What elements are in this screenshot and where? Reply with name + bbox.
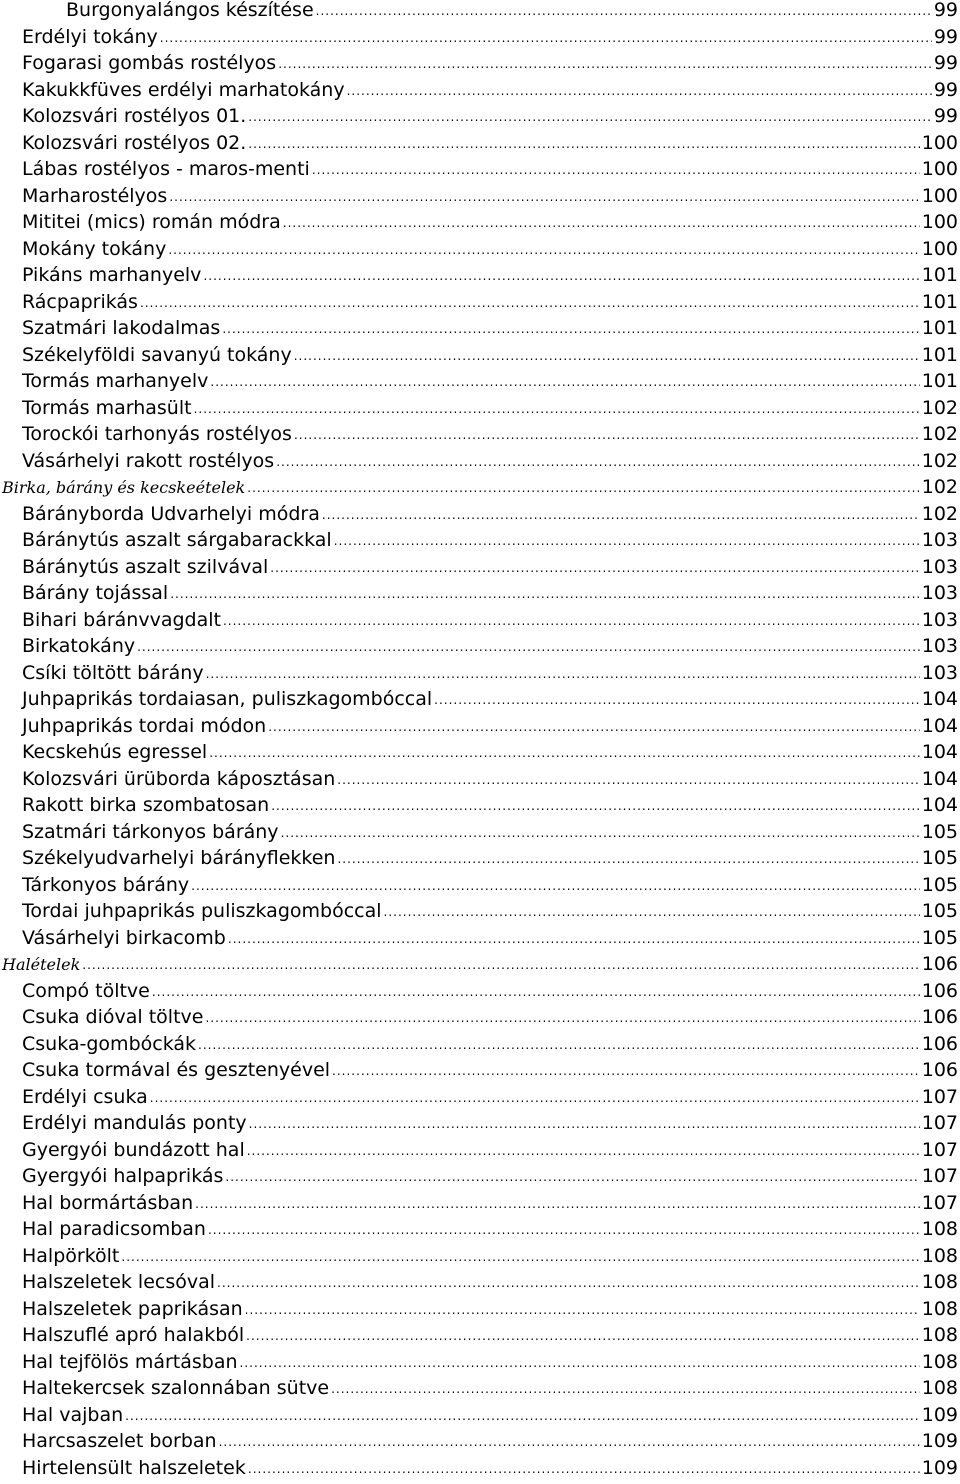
toc-entry[interactable] bbox=[0, 156, 960, 183]
toc-page-number: 103 bbox=[922, 554, 960, 581]
toc-entry[interactable] bbox=[0, 713, 960, 740]
toc-entry-title: Mokány tokány bbox=[22, 236, 166, 263]
toc-entry[interactable] bbox=[0, 24, 960, 51]
toc-dot-leader bbox=[268, 714, 920, 740]
toc-entry-title: Tormás marhanyelv bbox=[22, 368, 208, 395]
toc-dot-leader bbox=[347, 78, 932, 104]
toc-page-number: 100 bbox=[922, 183, 960, 210]
toc-page-number: 108 bbox=[922, 1269, 960, 1296]
toc-entry-title: Pikáns marhanyelv bbox=[22, 262, 201, 289]
toc-dot-leader bbox=[434, 687, 920, 713]
toc-page-number: 102 bbox=[922, 421, 960, 448]
toc-page-number: 108 bbox=[922, 1216, 960, 1243]
toc-entry[interactable] bbox=[0, 1269, 960, 1296]
toc-entry-title: Halpörkölt bbox=[22, 1243, 119, 1270]
toc-entry[interactable] bbox=[0, 183, 960, 210]
toc-page-number: 99 bbox=[934, 50, 960, 77]
toc-page-number: 106 bbox=[922, 951, 960, 978]
toc-entry[interactable] bbox=[0, 289, 960, 316]
toc-page-number: 106 bbox=[922, 978, 960, 1005]
toc-dot-leader bbox=[195, 1191, 920, 1217]
toc-entry[interactable] bbox=[0, 1243, 960, 1270]
toc-dot-leader bbox=[206, 661, 920, 687]
toc-dot-leader bbox=[223, 608, 920, 634]
toc-dot-leader bbox=[248, 131, 919, 157]
toc-dot-leader bbox=[194, 396, 920, 422]
toc-page-number: 107 bbox=[922, 1110, 960, 1137]
toc-entry-title: Halszeletek paprikásan bbox=[22, 1296, 243, 1323]
toc-page-number: 101 bbox=[922, 315, 960, 342]
toc-dot-leader bbox=[168, 237, 919, 263]
toc-page-number: 103 bbox=[922, 580, 960, 607]
toc-dot-leader bbox=[240, 1350, 920, 1376]
toc-entry-title: Birka, bárány és kecskeételek bbox=[2, 475, 245, 501]
toc-entry[interactable] bbox=[0, 1402, 960, 1429]
toc-entry-title: Rakott birka szombatosan bbox=[22, 792, 269, 819]
toc-dot-leader bbox=[150, 1085, 920, 1111]
toc-page-number: 99 bbox=[934, 103, 960, 130]
toc-dot-leader bbox=[247, 475, 919, 501]
toc-dot-leader bbox=[331, 1376, 920, 1402]
toc-dot-leader bbox=[246, 1323, 920, 1349]
toc-page-number: 104 bbox=[922, 766, 960, 793]
toc-dot-leader bbox=[283, 210, 920, 236]
toc-entry[interactable] bbox=[0, 660, 960, 687]
toc-entry[interactable] bbox=[0, 1216, 960, 1243]
toc-dot-leader bbox=[281, 820, 920, 846]
toc-page-number: 101 bbox=[922, 342, 960, 369]
toc-entry[interactable] bbox=[0, 925, 960, 952]
toc-dot-leader bbox=[152, 979, 920, 1005]
toc-entry[interactable] bbox=[0, 1375, 960, 1402]
toc-page-number: 103 bbox=[922, 633, 960, 660]
toc-section-heading[interactable] bbox=[0, 474, 960, 501]
toc-entry-title: Vásárhelyi rakott rostélyos bbox=[22, 448, 274, 475]
toc-page-number: 105 bbox=[922, 925, 960, 952]
toc-dot-leader bbox=[137, 634, 920, 660]
toc-entry[interactable] bbox=[0, 77, 960, 104]
toc-page-number: 105 bbox=[922, 845, 960, 872]
toc-entry-title: Szatmári lakodalmas bbox=[22, 315, 220, 342]
toc-page-number: 102 bbox=[922, 474, 960, 501]
toc-dot-leader bbox=[247, 1138, 920, 1164]
toc-entry[interactable] bbox=[0, 792, 960, 819]
toc-page-number: 102 bbox=[922, 501, 960, 528]
toc-entry[interactable] bbox=[0, 1004, 960, 1031]
toc-page-number: 107 bbox=[922, 1084, 960, 1111]
toc-dot-leader bbox=[249, 1111, 920, 1137]
toc-entry[interactable] bbox=[0, 1084, 960, 1111]
toc-dot-leader bbox=[191, 873, 920, 899]
toc-entry-title: Fogarasi gombás rostélyos bbox=[22, 50, 276, 77]
toc-dot-leader bbox=[209, 740, 920, 766]
toc-dot-leader bbox=[203, 263, 919, 289]
toc-page-number: 106 bbox=[922, 1004, 960, 1031]
toc-entry[interactable] bbox=[0, 421, 960, 448]
toc-entry[interactable] bbox=[0, 898, 960, 925]
toc-dot-leader bbox=[125, 1403, 920, 1429]
toc-dot-leader bbox=[332, 1058, 920, 1084]
toc-entry[interactable] bbox=[0, 580, 960, 607]
toc-dot-leader bbox=[222, 316, 919, 342]
toc-entry-title: Haltekercsek szalonnában sütve bbox=[22, 1375, 329, 1402]
toc-page-number: 99 bbox=[934, 77, 960, 104]
toc-entry-title: Rácpaprikás bbox=[22, 289, 138, 316]
toc-dot-leader bbox=[170, 581, 920, 607]
toc-entry-title: Kolozsvári rostélyos 02. bbox=[22, 130, 246, 157]
toc-entry-title: Halszeletek lecsóval bbox=[22, 1269, 215, 1296]
toc-dot-leader bbox=[140, 290, 920, 316]
toc-entry[interactable] bbox=[0, 633, 960, 660]
toc-entry[interactable] bbox=[0, 527, 960, 554]
toc-entry[interactable] bbox=[0, 686, 960, 713]
toc-page-number: 104 bbox=[922, 792, 960, 819]
toc-entry[interactable] bbox=[0, 554, 960, 581]
toc-entry[interactable] bbox=[0, 978, 960, 1005]
toc-entry[interactable] bbox=[0, 819, 960, 846]
toc-entry[interactable] bbox=[0, 0, 960, 24]
toc-dot-leader bbox=[384, 899, 920, 925]
toc-dot-leader bbox=[205, 1005, 919, 1031]
toc-page-number: 104 bbox=[922, 713, 960, 740]
toc-page-number: 103 bbox=[922, 527, 960, 554]
toc-entry-title: Marharostélyos bbox=[22, 183, 167, 210]
toc-entry[interactable] bbox=[0, 448, 960, 475]
toc-entry[interactable] bbox=[0, 130, 960, 157]
toc-page-number: 101 bbox=[922, 368, 960, 395]
toc-dot-leader bbox=[121, 1244, 919, 1270]
toc-entry[interactable] bbox=[0, 845, 960, 872]
toc-entry-title: Báránytús aszalt sárgabarackkal bbox=[22, 527, 332, 554]
toc-entry-title: Mititei (mics) román módra bbox=[22, 209, 281, 236]
toc-dot-leader bbox=[316, 0, 932, 24]
toc-dot-leader bbox=[271, 793, 920, 819]
toc-page-number: 104 bbox=[922, 686, 960, 713]
toc-entry-title: Juhpaprikás tordaiasan, puliszkagombóccal bbox=[22, 686, 432, 713]
toc-dot-leader bbox=[169, 184, 919, 210]
toc-entry-title: Hirtelensült halszeletek bbox=[22, 1455, 246, 1482]
toc-entry-title: Bihari báránvvagdalt bbox=[22, 607, 221, 634]
toc-entry-title: Torockói tarhonyás rostélyos bbox=[22, 421, 292, 448]
toc-entry[interactable] bbox=[0, 315, 960, 342]
toc-entry-title: Harcsaszelet borban bbox=[22, 1428, 217, 1455]
toc-entry-title: Erdélyi mandulás ponty bbox=[22, 1110, 247, 1137]
toc-entry[interactable] bbox=[0, 1322, 960, 1349]
toc-entry-title: Hal vajban bbox=[22, 1402, 123, 1429]
toc-dot-leader bbox=[334, 528, 920, 554]
toc-entry[interactable] bbox=[0, 766, 960, 793]
toc-dot-leader bbox=[225, 1164, 919, 1190]
toc-dot-leader bbox=[210, 369, 919, 395]
toc-dot-leader bbox=[245, 1297, 920, 1323]
toc-dot-leader bbox=[294, 343, 920, 369]
toc-dot-leader bbox=[219, 1429, 920, 1455]
toc-entry[interactable] bbox=[0, 1190, 960, 1217]
toc-entry-title: Vásárhelyi birkacomb bbox=[22, 925, 226, 952]
toc-entry[interactable] bbox=[0, 1349, 960, 1376]
toc-dot-leader bbox=[248, 1456, 920, 1482]
toc-entry-title: Bárányborda Udvarhelyi módra bbox=[22, 501, 320, 528]
toc-dot-leader bbox=[276, 449, 920, 475]
toc-entry[interactable] bbox=[0, 872, 960, 899]
toc-dot-leader bbox=[337, 767, 919, 793]
toc-entry-title: Birkatokány bbox=[22, 633, 135, 660]
toc-dot-leader bbox=[198, 1032, 920, 1058]
toc-page-number: 99 bbox=[934, 0, 960, 24]
toc-entry-title: Tordai juhpaprikás puliszkagombóccal bbox=[22, 898, 382, 925]
toc-entry[interactable] bbox=[0, 501, 960, 528]
toc-page-number: 101 bbox=[922, 262, 960, 289]
toc-section-heading[interactable] bbox=[0, 951, 960, 978]
toc-entry[interactable] bbox=[0, 103, 960, 130]
toc-entry-title: Kakukkfüves erdélyi marhatokány bbox=[22, 77, 345, 104]
toc-dot-leader bbox=[294, 422, 920, 448]
toc-entry-title: Halszuflé apró halakból bbox=[22, 1322, 244, 1349]
toc-entry-title: Csuka dióval töltve bbox=[22, 1004, 203, 1031]
toc-dot-leader bbox=[208, 1217, 920, 1243]
toc-page-number: 100 bbox=[922, 130, 960, 157]
toc-page-number: 102 bbox=[922, 395, 960, 422]
toc-entry[interactable] bbox=[0, 262, 960, 289]
toc-page-number: 103 bbox=[922, 607, 960, 634]
toc-entry-title: Báránytús aszalt szilvával bbox=[22, 554, 268, 581]
toc-entry-title: Hal paradicsomban bbox=[22, 1216, 206, 1243]
toc-entry-title: Szatmári tárkonyos bárány bbox=[22, 819, 279, 846]
toc-page-number: 106 bbox=[922, 1057, 960, 1084]
toc-entry-title: Erdélyi tokány bbox=[22, 24, 158, 51]
toc-dot-leader bbox=[322, 502, 920, 528]
toc-page-number: 100 bbox=[922, 236, 960, 263]
toc-entry-title: Kolozsvári rostélyos 01. bbox=[22, 103, 246, 130]
toc-page-number: 107 bbox=[922, 1163, 960, 1190]
toc-entry[interactable] bbox=[0, 1110, 960, 1137]
toc-dot-leader bbox=[312, 157, 920, 183]
toc-page-number: 108 bbox=[922, 1296, 960, 1323]
toc-entry[interactable] bbox=[0, 1057, 960, 1084]
toc-page-number: 108 bbox=[922, 1322, 960, 1349]
toc-entry-title: Burgonyalángos készítése bbox=[66, 0, 314, 24]
toc-entry[interactable] bbox=[0, 1137, 960, 1164]
toc-page-number: 103 bbox=[922, 660, 960, 687]
toc-dot-leader bbox=[82, 952, 919, 978]
toc-entry[interactable] bbox=[0, 236, 960, 263]
toc-entry-title: Székelyudvarhelyi bárányflekken bbox=[22, 845, 335, 872]
toc-page-number: 109 bbox=[922, 1428, 960, 1455]
toc-page-number: 109 bbox=[922, 1402, 960, 1429]
toc-page-number: 107 bbox=[922, 1137, 960, 1164]
toc-entry[interactable] bbox=[0, 395, 960, 422]
toc-entry-title: Tormás marhasült bbox=[22, 395, 192, 422]
toc-entry[interactable] bbox=[0, 1031, 960, 1058]
toc-entry-title: Gyergyói halpaprikás bbox=[22, 1163, 223, 1190]
toc-entry-title: Gyergyói bundázott hal bbox=[22, 1137, 245, 1164]
toc-page-number: 100 bbox=[922, 209, 960, 236]
toc-entry[interactable] bbox=[0, 1455, 960, 1482]
toc-dot-leader bbox=[228, 926, 920, 952]
toc-page-number: 105 bbox=[922, 819, 960, 846]
toc-entry[interactable] bbox=[0, 1296, 960, 1323]
toc-entry[interactable] bbox=[0, 739, 960, 766]
toc-entry-title: Csuka-gombóckák bbox=[22, 1031, 196, 1058]
toc-entry-title: Halételek bbox=[2, 952, 80, 978]
toc-entry-title: Lábas rostélyos - maros-menti bbox=[22, 156, 310, 183]
toc-entry-title: Hal tejfölös mártásban bbox=[22, 1349, 238, 1376]
toc-entry[interactable] bbox=[0, 1163, 960, 1190]
toc-entry-title: Juhpaprikás tordai módon bbox=[22, 713, 266, 740]
toc-dot-leader bbox=[270, 555, 919, 581]
toc-entry-title: Kolozsvári ürüborda káposztásan bbox=[22, 766, 335, 793]
toc-page-number: 109 bbox=[922, 1455, 960, 1482]
toc-entry-title: Csuka tormával és gesztenyével bbox=[22, 1057, 330, 1084]
toc-entry-title: Erdélyi csuka bbox=[22, 1084, 148, 1111]
toc-dot-leader bbox=[278, 51, 932, 77]
toc-page-number: 105 bbox=[922, 898, 960, 925]
toc-entry[interactable] bbox=[0, 342, 960, 369]
toc-entry[interactable] bbox=[0, 1428, 960, 1455]
toc-entry[interactable] bbox=[0, 368, 960, 395]
toc-entry[interactable] bbox=[0, 209, 960, 236]
toc-entry-title: Kecskehús egressel bbox=[22, 739, 207, 766]
toc-entry-title: Hal bormártásban bbox=[22, 1190, 193, 1217]
toc-dot-leader bbox=[217, 1270, 920, 1296]
toc-page-number: 105 bbox=[922, 872, 960, 899]
toc-page-number: 101 bbox=[922, 289, 960, 316]
toc-entry-title: Tárkonyos bárány bbox=[22, 872, 189, 899]
toc-entry-title: Bárány tojással bbox=[22, 580, 168, 607]
toc-page-number: 108 bbox=[922, 1243, 960, 1270]
toc-page-number: 104 bbox=[922, 739, 960, 766]
toc-dot-leader bbox=[248, 104, 932, 130]
toc-page-number: 108 bbox=[922, 1375, 960, 1402]
toc-page-number: 99 bbox=[934, 24, 960, 51]
toc-page-number: 106 bbox=[922, 1031, 960, 1058]
toc-entry[interactable] bbox=[0, 607, 960, 634]
toc-page-number: 102 bbox=[922, 448, 960, 475]
toc-entry-title: Székelyföldi savanyú tokány bbox=[22, 342, 292, 369]
toc-page-number: 107 bbox=[922, 1190, 960, 1217]
toc-entry-title: Compó töltve bbox=[22, 978, 150, 1005]
toc-dot-leader bbox=[337, 846, 919, 872]
toc-page-number: 108 bbox=[922, 1349, 960, 1376]
toc-entry[interactable] bbox=[0, 50, 960, 77]
toc-page-number: 100 bbox=[922, 156, 960, 183]
toc-dot-leader bbox=[160, 25, 932, 51]
toc-entry-title: Csíki töltött bárány bbox=[22, 660, 204, 687]
